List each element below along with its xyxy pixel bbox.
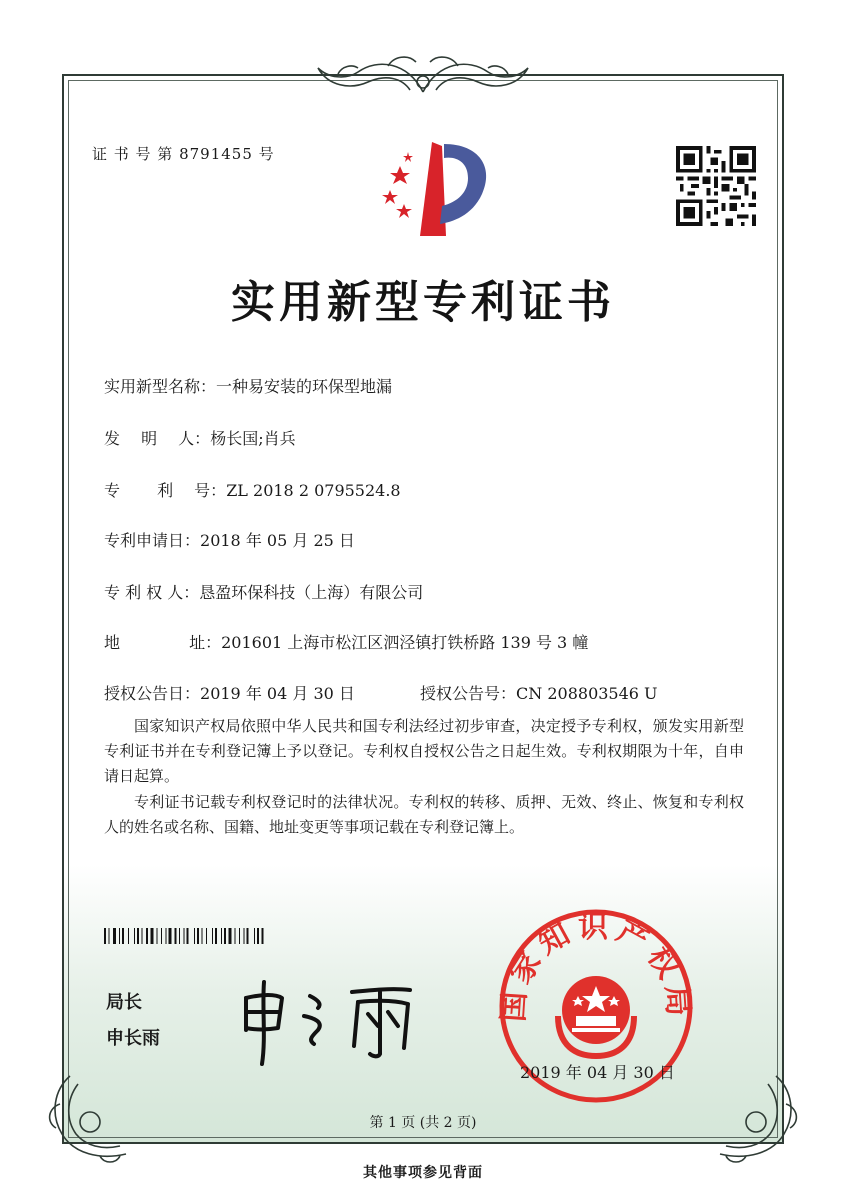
field-label: 地 址： xyxy=(104,633,222,652)
certificate-title: 实用新型专利证书 xyxy=(231,277,615,328)
cnipa-logo-icon xyxy=(360,132,500,244)
field-value: ZL 2018 2 0795524.8 xyxy=(226,481,401,500)
paragraph-legal-status: 专利证书记载专利权登记时的法律状况。专利权的转移、质押、无效、终止、恢复和专利权人的姓名或名称、国籍、地址变更等事项记载在专利登记簿上。 xyxy=(104,793,744,836)
field-utility-model-name xyxy=(104,374,392,397)
field-label: 发 明 人： xyxy=(104,429,211,448)
field-label: 专 利 号： xyxy=(104,481,227,500)
field-value: 杨长国;肖兵 xyxy=(210,429,296,448)
seal-date: 2019 年 04 月 30 日 xyxy=(520,1063,675,1082)
field-filing-date xyxy=(104,528,355,551)
field-grant-number xyxy=(420,681,658,704)
handwritten-signature-icon xyxy=(232,968,432,1068)
field-value: 一种易安装的环保型地漏 xyxy=(216,377,393,396)
page-number: 第 1 页 (共 2 页) xyxy=(369,1115,477,1131)
field-value: 2019 年 04 月 30 日 xyxy=(200,684,355,703)
field-label: 授权公告日： xyxy=(104,684,201,703)
qr-code-icon xyxy=(676,146,756,226)
field-label: 专 利 权 人： xyxy=(104,583,200,602)
footer-note: 其他事项参见背面 xyxy=(363,1165,483,1181)
field-label: 授权公告号： xyxy=(420,684,517,703)
field-inventor xyxy=(104,426,296,449)
field-grant-date xyxy=(104,681,355,704)
seal-text: 国家知识产权局 xyxy=(496,910,696,1023)
director-name: 申长雨 xyxy=(106,1028,160,1049)
paragraph-grant-statement: 国家知识产权局依照中华人民共和国专利法经过初步审查，决定授予专利权，颁发实用新型专利证书并在专利登记簿上予以登记。专利权自授权公告之日起生效。专利权期限为十年，自申请日起算。 xyxy=(104,717,744,785)
certificate-number: 证 书 号 第 8791455 号 xyxy=(92,145,275,163)
field-value: 201601 上海市松江区泗泾镇打铁桥路 139 号 3 幢 xyxy=(221,633,589,652)
barcode-icon xyxy=(104,928,318,944)
field-label: 专利申请日： xyxy=(104,531,201,550)
field-label: 实用新型名称： xyxy=(104,377,217,396)
field-value: 恳盈环保科技（上海）有限公司 xyxy=(199,583,424,602)
top-ornament-icon xyxy=(298,52,548,98)
field-value: 2018 年 05 月 25 日 xyxy=(200,531,355,550)
field-patentee xyxy=(104,580,423,603)
field-patent-number xyxy=(104,478,401,501)
field-value: CN 208803546 U xyxy=(516,684,658,703)
field-address xyxy=(104,630,588,653)
director-title: 局长 xyxy=(106,992,142,1013)
